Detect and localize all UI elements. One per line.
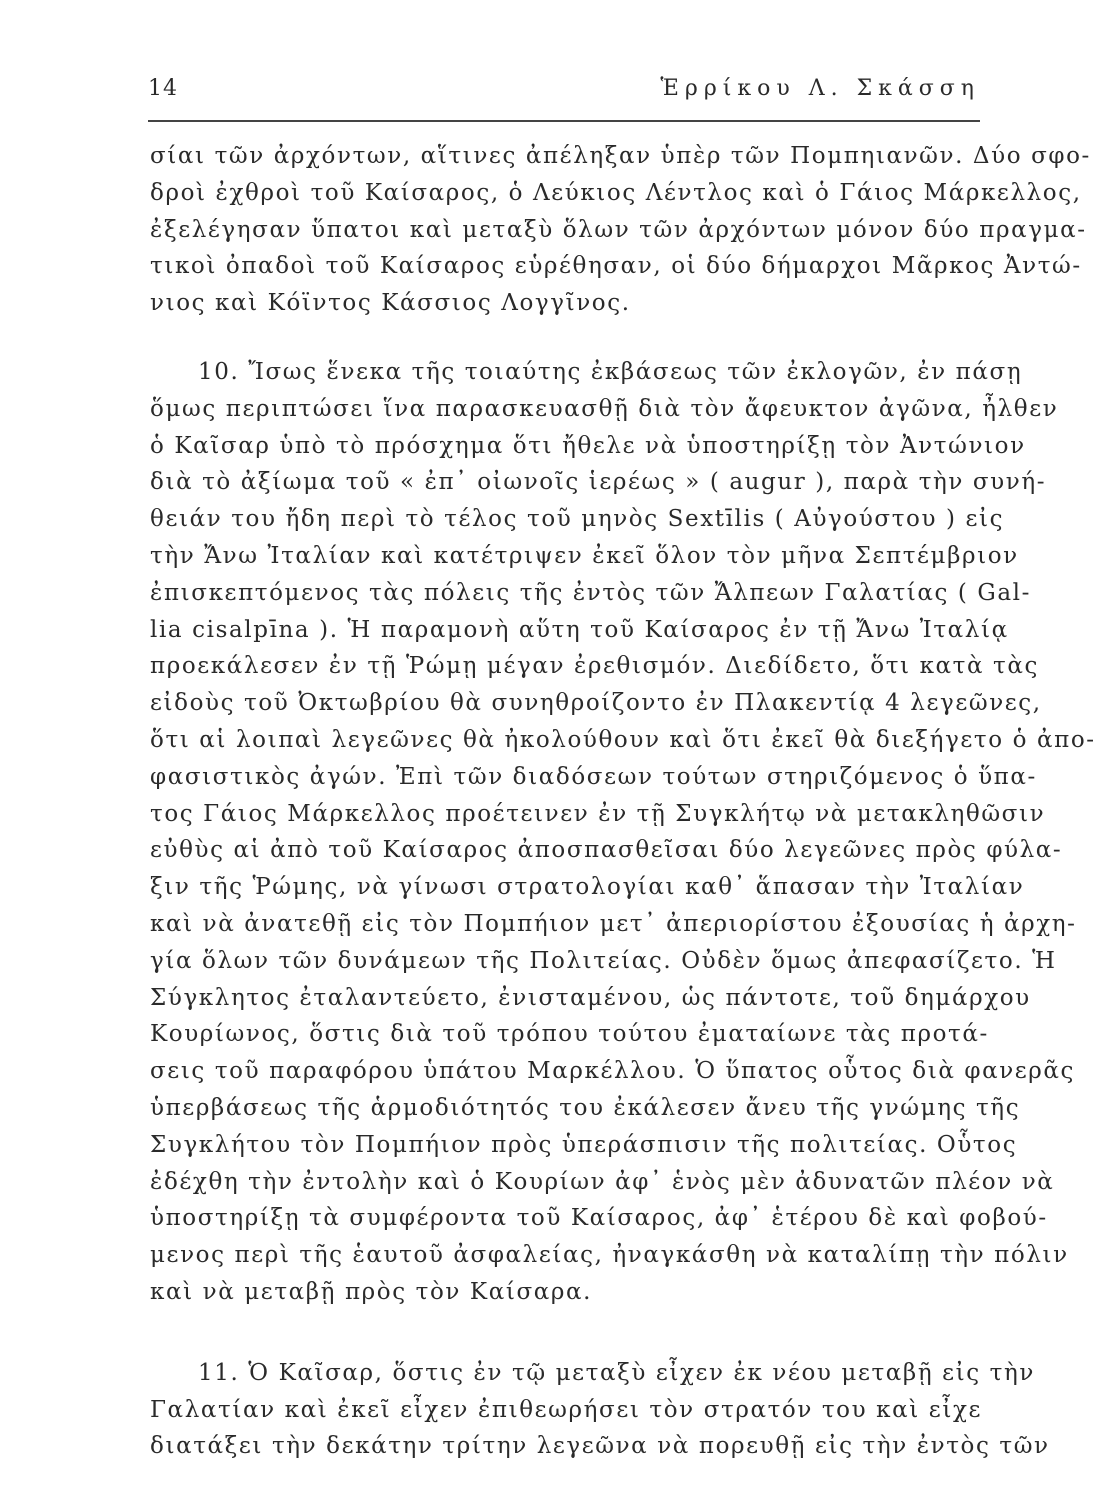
paragraph-10 (150, 354, 1096, 1311)
running-title: Ἑρρίκου Λ. Σκάσση (660, 76, 980, 101)
text-line: Κουρίωνος, ὅστις διὰ τοῦ τρόπου τούτου ἐματαίωνε τὰς προτά- (150, 1021, 989, 1048)
text-line: σίαι τῶν ἀρχόντων, αἵτινες ἀπέληξαν ὑπὲρ τῶν Πομπηιανῶν. Δύο σφο- (150, 143, 1091, 169)
page-header (148, 76, 980, 108)
text-line: ὑπερβάσεως τῆς ἁρμοδιότητός του ἐκάλεσεν ἄνευ τῆς γνώμης τῆς (150, 1094, 1021, 1121)
text-line: ὅτι αἱ λοιπαὶ λεγεῶνες θὰ ἠκολούθουν καὶ ὅτι ἐκεῖ θὰ διεξήγετο ὁ ἀπο- (150, 726, 1096, 753)
text-line: προεκάλεσεν ἐν τῇ Ῥώμῃ μέγαν ἐρεθισμόν. Διεδίδετο, ὅτι κατὰ τὰς (150, 653, 1039, 680)
body-text (150, 138, 1096, 1465)
text-line: νιος καὶ Κόϊντος Κάσσιος Λογγῖνος. (150, 290, 631, 317)
text-line: δροὶ ἐχθροὶ τοῦ Καίσαρος, ὁ Λεύκιος Λέντλος καὶ ὁ Γάιος Μάρκελλος, (150, 179, 1082, 206)
text-line: διατάξει τὴν δεκάτην τρίτην λεγεῶνα νὰ πορευθῇ εἰς τὴν ἐντὸς τῶν (150, 1433, 1050, 1460)
text-line: ἐπισκεπτόμενος τὰς πόλεις τῆς ἐντὸς τῶν Ἄλπεων Γαλατίας ( Gal- (150, 579, 1032, 606)
text-line: ὁ Καῖσαρ ὑπὸ τὸ πρόσχημα ὅτι ἤθελε νὰ ὑποστηρίξῃ τὸν Ἀντώνιον (150, 432, 1026, 459)
header-rule (148, 120, 980, 122)
text-line: ἐδέχθη τὴν ἐντολὴν καὶ ὁ Κουρίων ἀφ᾽ ἑνὸς μὲν ἀδυνατῶν πλέον νὰ (150, 1168, 1055, 1195)
text-line: ὅμως περιπτώσει ἵνα παρασκευασθῇ διὰ τὸν ἄφευκτον ἀγῶνα, ἦλθεν (150, 395, 1059, 422)
text-line: Σύγκλητος ἐταλαντεύετο, ἐνισταμένου, ὡς πάντοτε, τοῦ δημάρχου (150, 984, 1031, 1011)
paragraph-9-continued (150, 138, 1091, 322)
text-line: 11. Ὁ Καῖσαρ, ὅστις ἐν τῷ μεταξὺ εἶχεν ἐκ νέου μεταβῇ εἰς τὴν (198, 1359, 1035, 1386)
page-number: 14 (148, 76, 178, 101)
text-line: διὰ τὸ ἀξίωμα τοῦ « ἐπ᾽ οἰωνοῖς ἱερέως » ( augur ), παρὰ τὴν συνή- (150, 469, 1047, 496)
text-line: φασιστικὸς ἀγών. Ἐπὶ τῶν διαδόσεων τούτων στηριζόμενος ὁ ὕπα- (150, 763, 1037, 790)
text-line: σεις τοῦ παραφόρου ὑπάτου Μαρκέλλου. Ὁ ὕπατος οὗτος διὰ φανερᾶς (150, 1058, 1076, 1085)
paragraph-gap (150, 1311, 982, 1355)
text-line: τικοὶ ὀπαδοὶ τοῦ Καίσαρος εὑρέθησαν, οἱ δύο δήμαρχοι Μᾶρκος Ἀντώ- (150, 253, 1082, 280)
text-line: καὶ νὰ μεταβῇ πρὸς τὸν Καίσαρα. (150, 1278, 593, 1305)
text-line: lia cisalpīna ). Ἡ παραμονὴ αὕτη τοῦ Καίσαρος ἐν τῇ Ἄνω Ἰταλίᾳ (150, 616, 1009, 643)
text-line: Συγκλήτου τὸν Πομπήιον πρὸς ὑπεράσπισιν τῆς πολιτείας. Οὗτος (150, 1131, 1018, 1158)
text-line: μενος περὶ τῆς ἑαυτοῦ ἀσφαλείας, ἠναγκάσθη νὰ καταλίπῃ τὴν πόλιν (150, 1242, 1069, 1269)
paragraph-11 (150, 1355, 1050, 1465)
text-line: γία ὅλων τῶν δυνάμεων τῆς Πολιτείας. Οὐδὲν ὅμως ἀπεφασίζετο. Ἡ (150, 947, 1057, 974)
text-line: τὴν Ἄνω Ἰταλίαν καὶ κατέτριψεν ἐκεῖ ὅλον τὸν μῆνα Σεπτέμβριον (150, 542, 1019, 569)
paragraph-gap (150, 322, 982, 354)
text-line: Γαλατίαν καὶ ἐκεῖ εἶχεν ἐπιθεωρήσει τὸν στρατόν του καὶ εἶχε (150, 1396, 982, 1423)
text-line: καὶ νὰ ἀνατεθῇ εἰς τὸν Πομπήιον μετ᾽ ἀπεριορίστου ἐξουσίας ἡ ἀρχη- (150, 910, 1077, 937)
text-line: θειάν του ἤδη περὶ τὸ τέλος τοῦ μηνὸς Sextīlis ( Αὐγούστου ) εἰς (150, 506, 1005, 533)
text-line: ὑποστηρίξῃ τὰ συμφέροντα τοῦ Καίσαρος, ἀφ᾽ ἑτέρου δὲ καὶ φοβού- (150, 1205, 1048, 1232)
text-line: ξιν τῆς Ῥώμης, νὰ γίνωσι στρατολογίαι καθ᾽ ἅπασαν τὴν Ἰταλίαν (150, 874, 1025, 901)
text-line: εὐθὺς αἱ ἀπὸ τοῦ Καίσαρος ἀποσπασθεῖσαι δύο λεγεῶνες πρὸς φύλα- (150, 837, 1063, 864)
text-line: 10. Ἴσως ἕνεκα τῆς τοιαύτης ἐκβάσεως τῶν ἐκλογῶν, ἐν πάσῃ (198, 358, 1023, 385)
text-line: ἐξελέγησαν ὕπατοι καὶ μεταξὺ ὅλων τῶν ἀρχόντων μόνον δύο πραγμα- (150, 216, 1087, 243)
text-line: εἰδοὺς τοῦ Ὀκτωβρίου θὰ συνηθροίζοντο ἐν Πλακεντίᾳ 4 λεγεῶνες, (150, 690, 1042, 717)
text-line: τος Γάιος Μάρκελλος προέτεινεν ἐν τῇ Συγκλήτῳ νὰ μετακληθῶσιν (150, 800, 1046, 827)
